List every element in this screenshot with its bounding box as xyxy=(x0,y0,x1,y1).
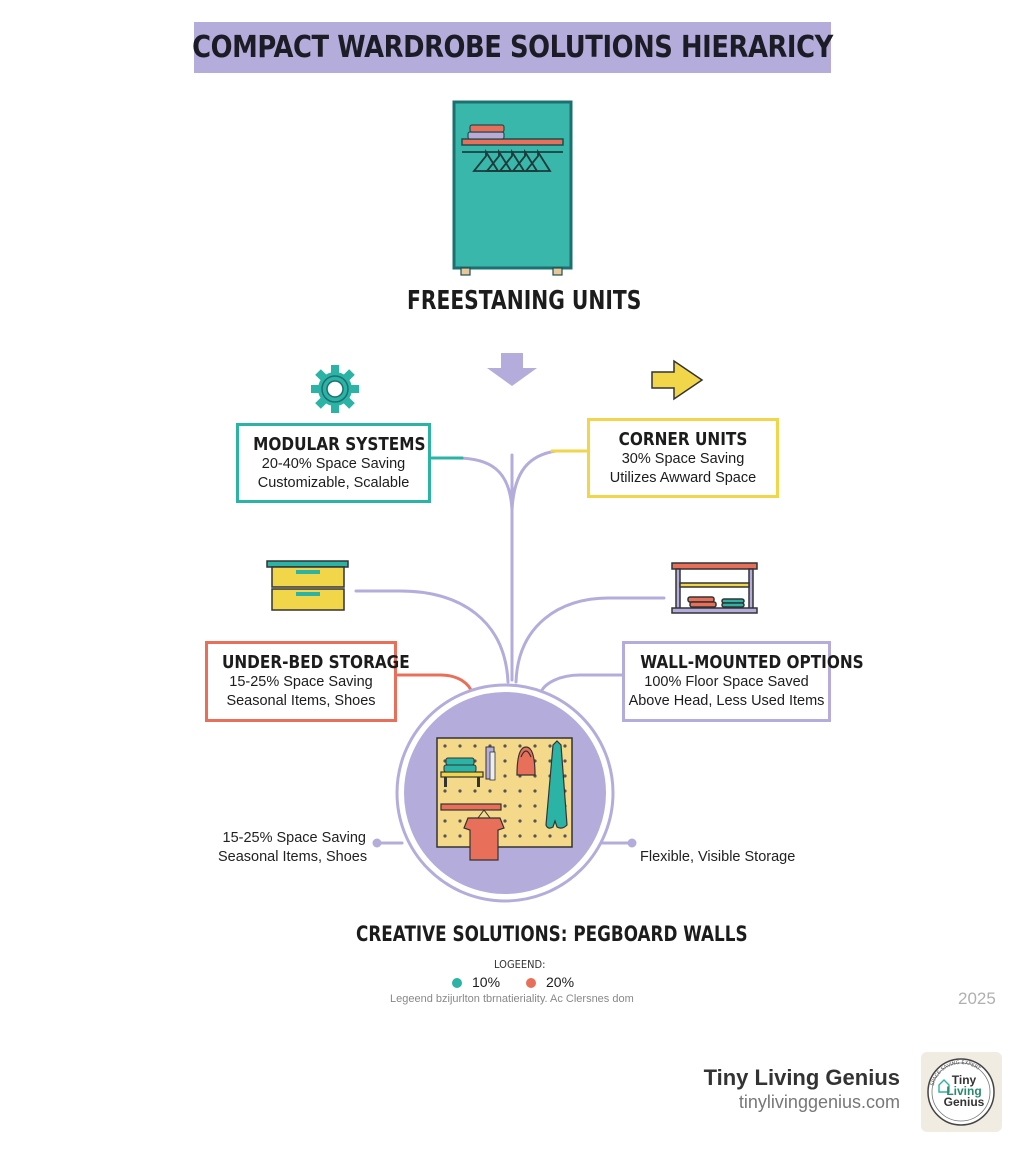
peg-hole xyxy=(458,819,461,822)
peg-hole xyxy=(503,774,506,777)
peg-hole xyxy=(503,834,506,837)
peg-hole xyxy=(458,834,461,837)
connector-underbed xyxy=(398,675,472,693)
node-under-bed-storage xyxy=(205,641,410,722)
pegboard-right-label: Flexible, Visible Storage xyxy=(640,849,796,865)
wall-shelf-icon xyxy=(672,563,757,613)
peg-hole xyxy=(473,789,476,792)
legend-note: Legeend bzijurlton tbrnatieriality. Ac Clersnes dom xyxy=(390,993,634,1005)
peg-hole xyxy=(488,789,491,792)
node-modular-systems xyxy=(236,423,431,503)
peg-hole xyxy=(533,789,536,792)
peg-hole xyxy=(563,744,566,747)
legend-title-wrap xyxy=(494,955,551,973)
corner-desc: Utilizes Awward Space xyxy=(609,470,757,486)
modular-title: MODULAR SYSTEMS xyxy=(253,434,426,455)
brand-url: tinylivinggenius.com xyxy=(738,1092,900,1112)
pegboard-left-label xyxy=(218,829,366,867)
corner-title: CORNER UNITS xyxy=(618,429,748,450)
modular-saving: 20-40% Space Saving xyxy=(261,456,406,472)
badge-line-1: Tiny xyxy=(951,1073,977,1087)
peg-hole xyxy=(458,744,461,747)
connector-modular xyxy=(431,458,512,510)
peg-hole xyxy=(533,819,536,822)
peg-hole xyxy=(458,789,461,792)
legend-item-20: 20% xyxy=(546,974,575,990)
underbed-desc: Seasonal Items, Shoes xyxy=(226,693,376,709)
pegboard-left-line1: 15-25% Space Saving xyxy=(222,830,366,846)
peg-hole xyxy=(443,819,446,822)
node-freestanding xyxy=(407,286,707,316)
underbed-saving: 15-25% Space Saving xyxy=(229,674,373,690)
peg-hole xyxy=(518,834,521,837)
wall-saving: 100% Floor Space Saved xyxy=(644,674,809,690)
pegboard-caption: CREATIVE SOLUTIONS: PEGBOARD WALLS xyxy=(356,922,748,946)
peg-hole xyxy=(533,744,536,747)
pegboard-illustration xyxy=(397,685,613,901)
legend-dot-20 xyxy=(526,978,536,988)
brand-badge xyxy=(921,1052,1002,1132)
right-arrow-icon xyxy=(652,361,702,399)
connector-wall xyxy=(541,675,622,692)
badge-line-2: Living xyxy=(946,1084,982,1098)
year-label: 2025 xyxy=(958,989,996,1008)
peg-hole xyxy=(443,744,446,747)
gear-icon xyxy=(311,365,359,413)
peg-hole xyxy=(503,744,506,747)
badge-arc-text: SPACE-SAVING EXPERT xyxy=(929,1059,982,1087)
peg-hole xyxy=(533,804,536,807)
badge-text xyxy=(939,1075,989,1108)
peg-hole xyxy=(518,744,521,747)
peg-hole xyxy=(563,759,566,762)
peg-hole xyxy=(518,804,521,807)
corner-saving: 30% Space Saving xyxy=(621,451,745,467)
brand-block xyxy=(600,1065,900,1113)
wall-title: WALL-MOUNTED OPTIONS xyxy=(640,652,864,673)
pegboard-left-line2: Seasonal Items, Shoes xyxy=(218,849,368,865)
legend-item-10: 10% xyxy=(472,974,501,990)
pegboard-caption-wrap xyxy=(356,922,845,946)
peg-hole xyxy=(443,834,446,837)
peg-hole xyxy=(473,744,476,747)
peg-hole xyxy=(503,804,506,807)
peg-hole xyxy=(503,759,506,762)
legend-title: LOGEEND: xyxy=(494,958,546,971)
peg-hole xyxy=(443,789,446,792)
diagram-title: COMPACT WARDROBE SOLUTIONS HIERARICY xyxy=(192,30,833,65)
down-arrow-icon xyxy=(487,353,537,386)
peg-hole xyxy=(518,819,521,822)
wall-desc: Above Head, Less Used Items xyxy=(628,693,825,709)
wardrobe-icon xyxy=(454,102,571,275)
connector-corner xyxy=(512,451,587,510)
node-corner-units xyxy=(587,418,779,498)
peg-hole xyxy=(548,744,551,747)
brand-name: Tiny Living Genius xyxy=(703,1065,900,1090)
drawer-icon xyxy=(267,561,348,610)
peg-hole xyxy=(518,789,521,792)
badge-line-3: Genius xyxy=(943,1095,985,1109)
peg-hole xyxy=(503,789,506,792)
modular-desc: Customizable, Scalable xyxy=(257,475,410,491)
node-wall-mounted-options xyxy=(622,641,864,722)
freestanding-label: FREESTANING UNITS xyxy=(407,286,642,316)
peg-hole xyxy=(533,834,536,837)
underbed-title: UNDER-BED STORAGE xyxy=(221,652,410,673)
peg-hole xyxy=(503,819,506,822)
legend-dot-10 xyxy=(452,978,462,988)
peg-hole xyxy=(563,834,566,837)
peg-hole xyxy=(548,834,551,837)
